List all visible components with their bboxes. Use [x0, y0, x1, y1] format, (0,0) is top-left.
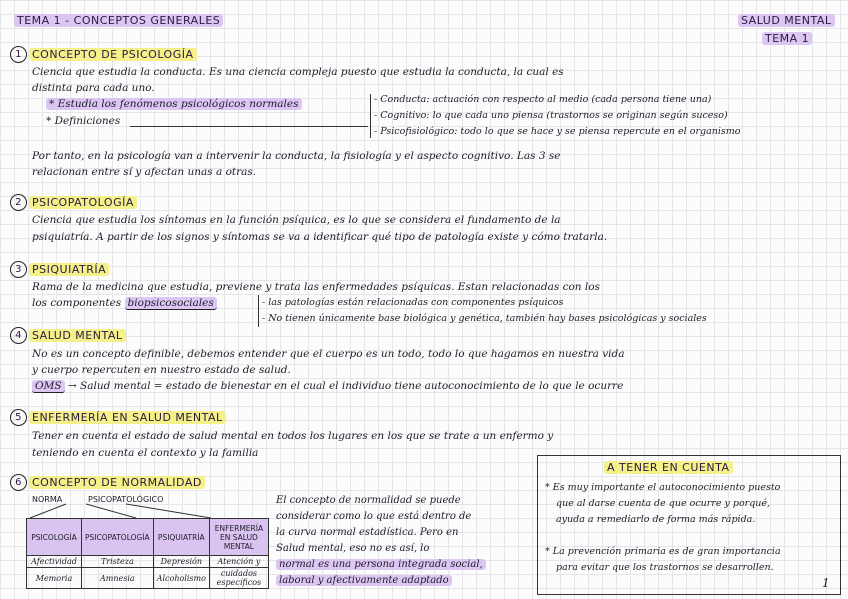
table-cell: Memoria [27, 568, 82, 589]
section-4-line-3: OMS → Salud mental = estado de bienestar en el cual el individuo tiene autoconocimiento de lo que le ocurre [32, 380, 623, 392]
psicopatologico-label: PSICOPATOLÓGICO [88, 495, 164, 504]
section-4-heading: 4 SALUD MENTAL [10, 327, 126, 344]
psiquiatria-bracket [258, 295, 259, 327]
norma-label: NORMA [32, 495, 63, 504]
section-3-line-1: Rama de la medicina que estudia, previene y trata las enfermedades psíquicas. Estan relacionadas con los [32, 281, 600, 293]
normalidad-text-6: laboral y afectivamente adaptado [276, 575, 452, 586]
section-3-detail-2: - No tienen únicamente base biológica y genética, también hay bases psicológicas y sociales [262, 313, 707, 324]
table-cell: cuidados específicos [209, 568, 268, 589]
arrow-left [30, 504, 66, 518]
definition-cognitivo: - Cognitivo: lo que cada uno piensa (trastornos se originan según suceso) [374, 110, 728, 121]
table-header: PSICOLOGÍA [27, 519, 82, 556]
table-header: PSICOPATOLOGÍA [82, 519, 154, 556]
normalidad-text-1: El concepto de normalidad se puede [276, 495, 461, 506]
table-header: PSIQUIATRÍA [153, 519, 209, 556]
connector-line [130, 126, 368, 127]
subject-label: SALUD MENTAL [738, 14, 835, 27]
section-3-line-2: los componentes biopsicosociales [32, 297, 217, 309]
section-3-detail-1: - las patologías están relacionadas con componentes psíquicos [262, 297, 564, 308]
arrow-right [126, 504, 211, 518]
definition-psicofisiologico: - Psicofisiológico: todo lo que se hace y se piensa repercute en el organismo [374, 126, 741, 137]
arrow-middle [86, 504, 136, 518]
note-line-5: para evitar que los trastornos se desarrollen. [556, 562, 774, 573]
normalidad-text-3: la curva normal estadística. Pero en [276, 527, 459, 538]
section-5-line-2: teniendo en cuenta el contexto y la familia [32, 447, 259, 459]
section-3-heading: 3 PSIQUIATRÍA [10, 261, 109, 278]
page-number: 1 [822, 576, 830, 590]
table-cell: Atención y [209, 556, 268, 568]
section-5-heading: 5 ENFERMERÍA EN SALUD MENTAL [10, 409, 226, 426]
unit-label: TEMA 1 [762, 32, 812, 45]
note-line-4: * La prevención primaria es de gran importancia [545, 546, 781, 557]
table-cell: Alcoholismo [153, 568, 209, 589]
section-1-bullet-2: * Definiciones [46, 115, 121, 127]
section-5-line-1: Tener en cuenta el estado de salud mental en todos los lugares en los que se trate a un enfermo y [32, 430, 554, 442]
definition-conducta: - Conducta: actuación con respecto al medio (cada persona tiene una) [374, 94, 712, 105]
table-row [27, 556, 269, 568]
normalidad-text-4: Salud mental, eso no es así, lo [276, 543, 430, 554]
section-1-summary-1: Por tanto, en la psicología van a intervenir la conducta, la fisiología y el aspecto cognitivo. Las 3 se [32, 150, 561, 162]
section-1-bullet-1: * Estudia los fenómenos psicológicos normales [46, 98, 302, 110]
note-title: A TENER EN CUENTA [604, 461, 733, 474]
section-4-line-2: y cuerpo repercuten en nuestro estado de salud. [32, 364, 291, 376]
normalidad-text-5: normal es una persona integrada social, [276, 559, 486, 570]
section-6-heading: 6 CONCEPTO DE NORMALIDAD [10, 474, 205, 491]
table-row [27, 568, 269, 589]
section-1-line-2: distinta para cada uno. [32, 82, 155, 94]
normalidad-table [26, 518, 269, 589]
section-4-line-1: No es un concepto definible, debemos entender que el cuerpo es un todo, todo lo que hagamos en nuestra vida [32, 348, 625, 360]
table-header: ENFERMERÍA EN SALUD MENTAL [209, 519, 268, 556]
table-cell: Tristeza [82, 556, 154, 568]
section-2-line-1: Ciencia que estudia los síntomas en la función psíquica, es lo que se considera el fundamento de la [32, 214, 561, 226]
note-line-3: ayuda a remediarlo de forma más rápida. [556, 514, 756, 525]
note-line-2: que al darse cuenta de que ocurre y porqué, [556, 498, 771, 509]
normalidad-text-2: considerar como lo que está dentro de [276, 511, 472, 522]
section-2-heading: 2 PSICOPATOLOGÍA [10, 194, 137, 211]
note-line-1: * Es muy importante el autoconocimiento puesto [545, 482, 781, 493]
section-2-line-2: psiquiatría. A partir de los signos y síntomas se va a identificar qué tipo de patología existe y cómo tratarla. [32, 231, 608, 243]
section-1-line-1: Ciencia que estudia la conducta. Es una ciencia compleja puesto que estudia la conducta, la cual es [32, 66, 564, 78]
section-1-summary-2: relacionan entre sí y afectan unas a otras. [32, 166, 257, 178]
table-cell: Afectividad [27, 556, 82, 568]
section-1-heading: 1 CONCEPTO DE PSICOLOGÍA [10, 46, 197, 63]
table-cell: Depresión [153, 556, 209, 568]
table-cell: Amnesia [82, 568, 154, 589]
note-box [537, 455, 841, 595]
definitions-bracket [370, 94, 371, 138]
page-title: TEMA 1 - CONCEPTOS GENERALES [14, 14, 223, 27]
